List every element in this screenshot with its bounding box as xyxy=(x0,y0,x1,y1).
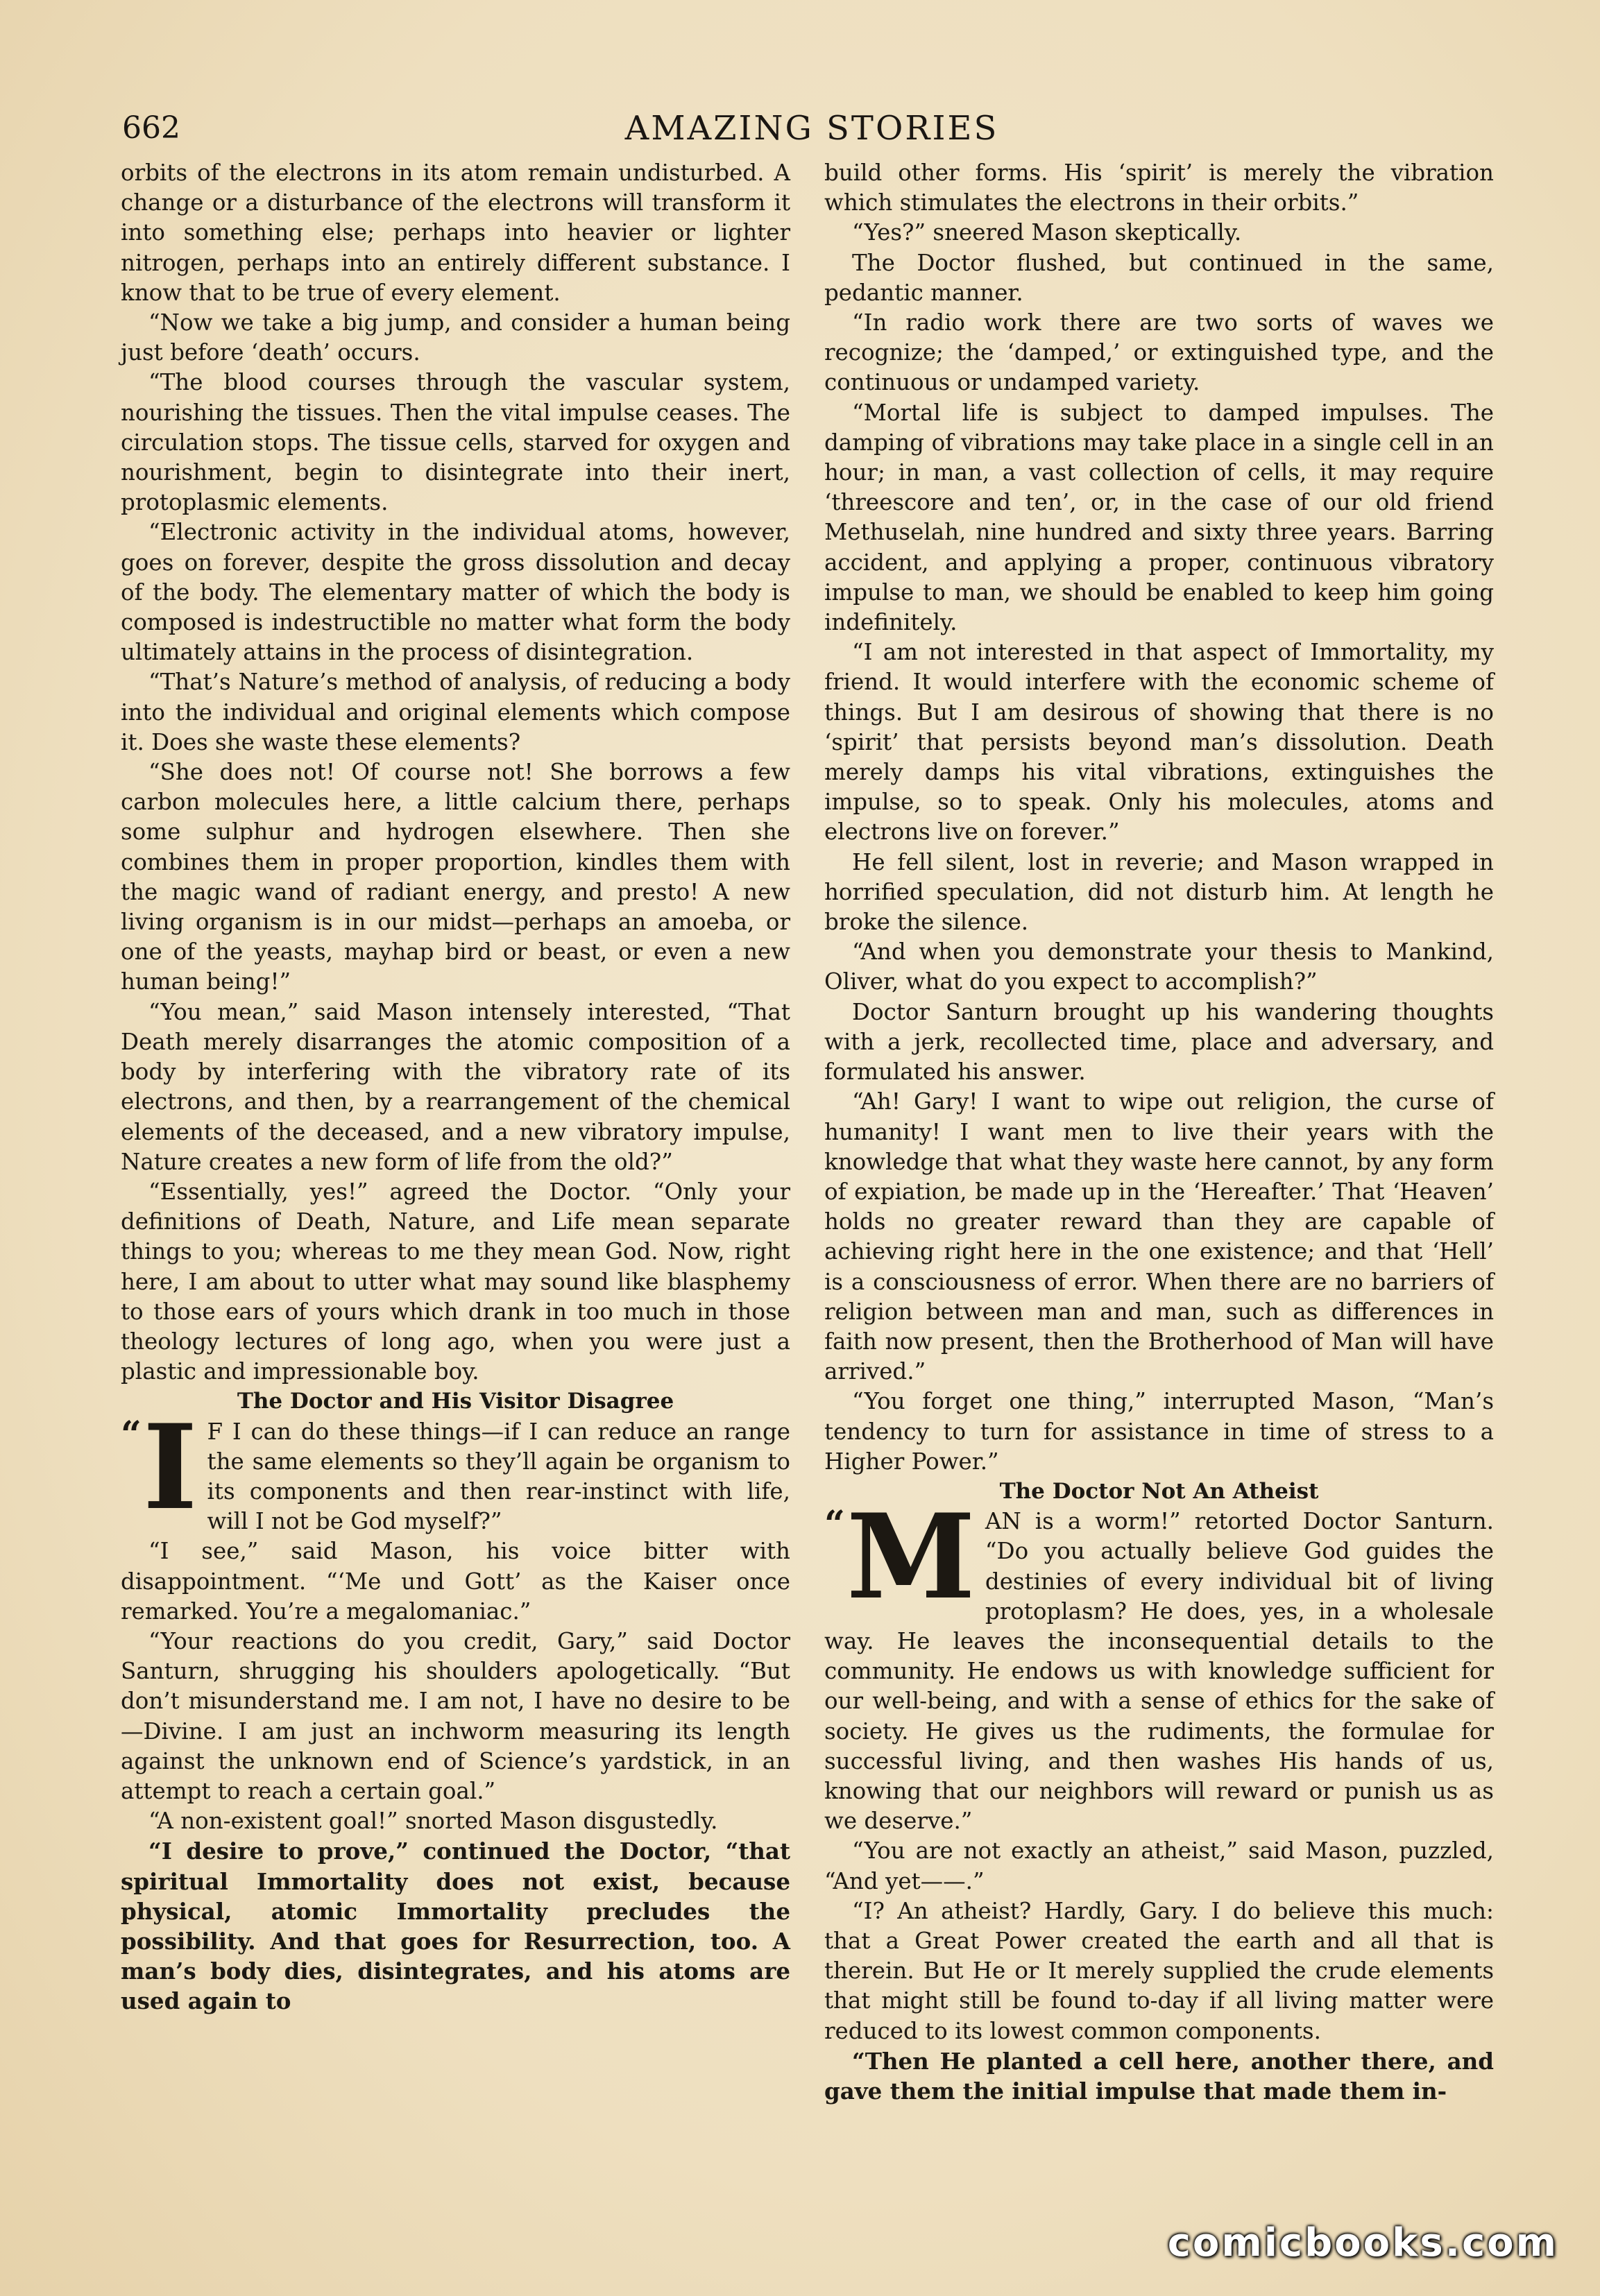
paragraph: “You mean,” said Mason intensely interested, “That Death merely disarranges the atomic composition of a body by interfering with the vibratory rate of its electrons, and then, by a rearrangement of the chemical elements of the deceased, and a new vibratory impulse, Nature creates a new form of life from the old?” xyxy=(121,998,790,1175)
section-subheading: The Doctor and His Visitor Disagree xyxy=(237,1389,674,1414)
paragraph: “A non-existent goal!” snorted Mason disgustedly. xyxy=(148,1808,718,1835)
paragraph: “She does not! Of course not! She borrows a few carbon molecules here, a little calcium there, perhaps some sulphur and hydrogen elsewhere. Then she combines them in proper proportion, kindles them with the magic wand of radiant energy, and presto! A new living organism is in our midst—perhaps an amoeba, or one of the yeasts, mayhap bird or beast, or even a new human being!” xyxy=(121,759,790,995)
section-subheading: The Doctor Not An Atheist xyxy=(999,1478,1319,1504)
paragraph: build other forms. His ‘spirit’ is merely the vibration which stimulates the electrons in their orbits.” xyxy=(824,160,1494,216)
paragraph: “In radio work there are two sorts of waves we recognize; the ‘damped,’ or extinguished type, and the continuous or undamped variety. xyxy=(824,309,1494,396)
paragraph: “Essentially, yes!” agreed the Doctor. “Only your definitions of Death, Nature, and Life mean separate things to you; whereas to me they mean God. Now, right here, I am about to utter what may sound like blasphemy to those ears of yours which drank in too much in those theology lectures of long ago, when you were just a plastic and impressionable boy. xyxy=(121,1178,790,1385)
left-column xyxy=(121,158,790,2016)
dropcap-text: AN is a worm!” retorted Doctor Santurn. “Do you actually believe God guides the destinies of every individual bit of living protoplasm? He does, yes, in a wholesale way. He leaves the inconsequential details to the community. He endows us with knowledge sufficient for our well-being, and with a sense of ethics for the sake of society. He gives us the rudiments, the formulae for successful living, and then washes His hands of us, knowing that our neighbors will reward or punish us as we deserve.” xyxy=(824,1508,1494,1835)
paragraph: “I am not interested in that aspect of Immortality, my friend. It would interfere with the economic scheme of things. But I am desirous of showing that there is no ‘spirit’ that persists beyond man’s dissolution. Death merely damps his vital vibrations, extinguishes the impulse, so to speak. Only his molecules, atoms and electrons live on forever.” xyxy=(824,639,1494,846)
paragraph: “Yes?” sneered Mason skeptically. xyxy=(852,219,1242,246)
paragraph: “Ah! Gary! I want to wipe out religion, the curse of humanity! I want men to live their years with the knowledge that what they waste here cannot, by any form of expiation, be made up in the ‘Hereafter.’ That ‘Heaven’ holds no greater reward than they are capable of achieving right here in the one existence; and that ‘Hell’ is a consciousness of error. When there are no barriers of religion between man and man, such as differences in faith now present, then the Brotherhood of Man will have arrived.” xyxy=(824,1088,1494,1385)
paragraph: “I desire to prove,” continued the Doctor, “that spiritual Immortality does not exist, because physical, atomic Immortality precludes the possibility. And that goes for Resurrection, too. A man’s body dies, disintegrates, and his atoms are used again to xyxy=(121,1837,790,2015)
dropcap-text: F I can do these things—if I can reduce an range the same elements so they’ll again be organism to its components and then rear-instinct with life, will I not be God myself?” xyxy=(207,1418,790,1535)
paragraph: “Electronic activity in the individual atoms, however, goes on forever, despite the gross dissolution and decay of the body. The elementary matter of which the body is composed is indestructible no matter what form the body ultimately attains in the process of disintegration. xyxy=(121,519,790,666)
right-column xyxy=(824,158,1494,2106)
paragraph: “You forget one thing,” interrupted Mason, “Man’s tendency to turn for assistance in time of stress to a Higher Power.” xyxy=(824,1388,1494,1475)
paragraph: orbits of the electrons in its atom remain undisturbed. A change or a disturbance of the electrons will transform it into something else; perhaps into heavier or lighter nitrogen, perhaps into an entirely different substance. I know that to be true of every element. xyxy=(121,160,790,306)
page-number: 662 xyxy=(122,110,180,146)
paragraph: “Then He planted a cell here, another there, and gave them the initial impulse that made them in- xyxy=(824,2047,1494,2105)
paragraph: He fell silent, lost in reverie; and Mason wrapped in horrified speculation, did not disturb him. At length he broke the silence. xyxy=(824,848,1494,936)
paragraph: Doctor Santurn brought up his wandering thoughts with a jerk, recollected time, place and adversary, and formulated his answer. xyxy=(824,998,1494,1086)
open-quote-mark: “ xyxy=(121,1413,142,1456)
paragraph: “Now we take a big jump, and consider a human being just before ‘death’ occurs. xyxy=(121,309,790,366)
paragraph: “Mortal life is subject to damped impulses. The damping of vibrations may take place in a single cell in an hour; in man, a vast collection of cells, it may require ‘threescore and ten’, or, in the case of our old friend Methuselah, nine hundred and sixty three years. Barring accident, and applying a proper, continuous vibratory impulse to man, we should be enabled to keep him going indefinitely. xyxy=(824,399,1494,636)
paragraph: “Your reactions do you credit, Gary,” said Doctor Santurn, shrugging his shoulders apologetically. “But don’t misunderstand me. I am not, I have no desire to be—Divine. I am just an inchworm measuring its length against the unknown end of Science’s yardstick, in an attempt to reach a certain goal.” xyxy=(121,1627,790,1804)
paragraph: The Doctor flushed, but continued in the same, pedantic manner. xyxy=(824,249,1494,306)
open-quote-mark: “ xyxy=(824,1503,845,1546)
magazine-title: AMAZING STORIES xyxy=(624,109,999,148)
paragraph: “The blood courses through the vascular system, nourishing the tissues. Then the vital impulse ceases. The circulation stops. The tissue cells, starved for oxygen and nourishment, begin to disintegrate into their inert, protoplasmic elements. xyxy=(121,369,790,516)
drop-cap-letter: M xyxy=(846,1488,976,1626)
drop-cap-letter: I xyxy=(142,1398,198,1536)
watermark: comicbooks.com xyxy=(1167,2220,1558,2265)
paragraph: “That’s Nature’s method of analysis, of reducing a body into the individual and original elements which compose it. Does she waste these elements? xyxy=(121,669,790,755)
page-header xyxy=(118,104,1506,160)
paragraph: “I see,” said Mason, his voice bitter with disappointment. “‘Me und Gott’ as the Kaiser once remarked. You’re a megalomaniac.” xyxy=(121,1538,790,1625)
paragraph: “And when you demonstrate your thesis to Mankind, Oliver, what do you expect to accomplish?” xyxy=(824,939,1494,995)
paragraph: “You are not exactly an atheist,” said Mason, puzzled, “And yet——.” xyxy=(824,1837,1494,1894)
paragraph: “I? An atheist? Hardly, Gary. I do believe this much: that a Great Power created the earth and all that is therein. But He or It merely supplied the crude elements that might still be found to-day if all living matter were reduced to its lowest common components. xyxy=(824,1897,1494,2044)
